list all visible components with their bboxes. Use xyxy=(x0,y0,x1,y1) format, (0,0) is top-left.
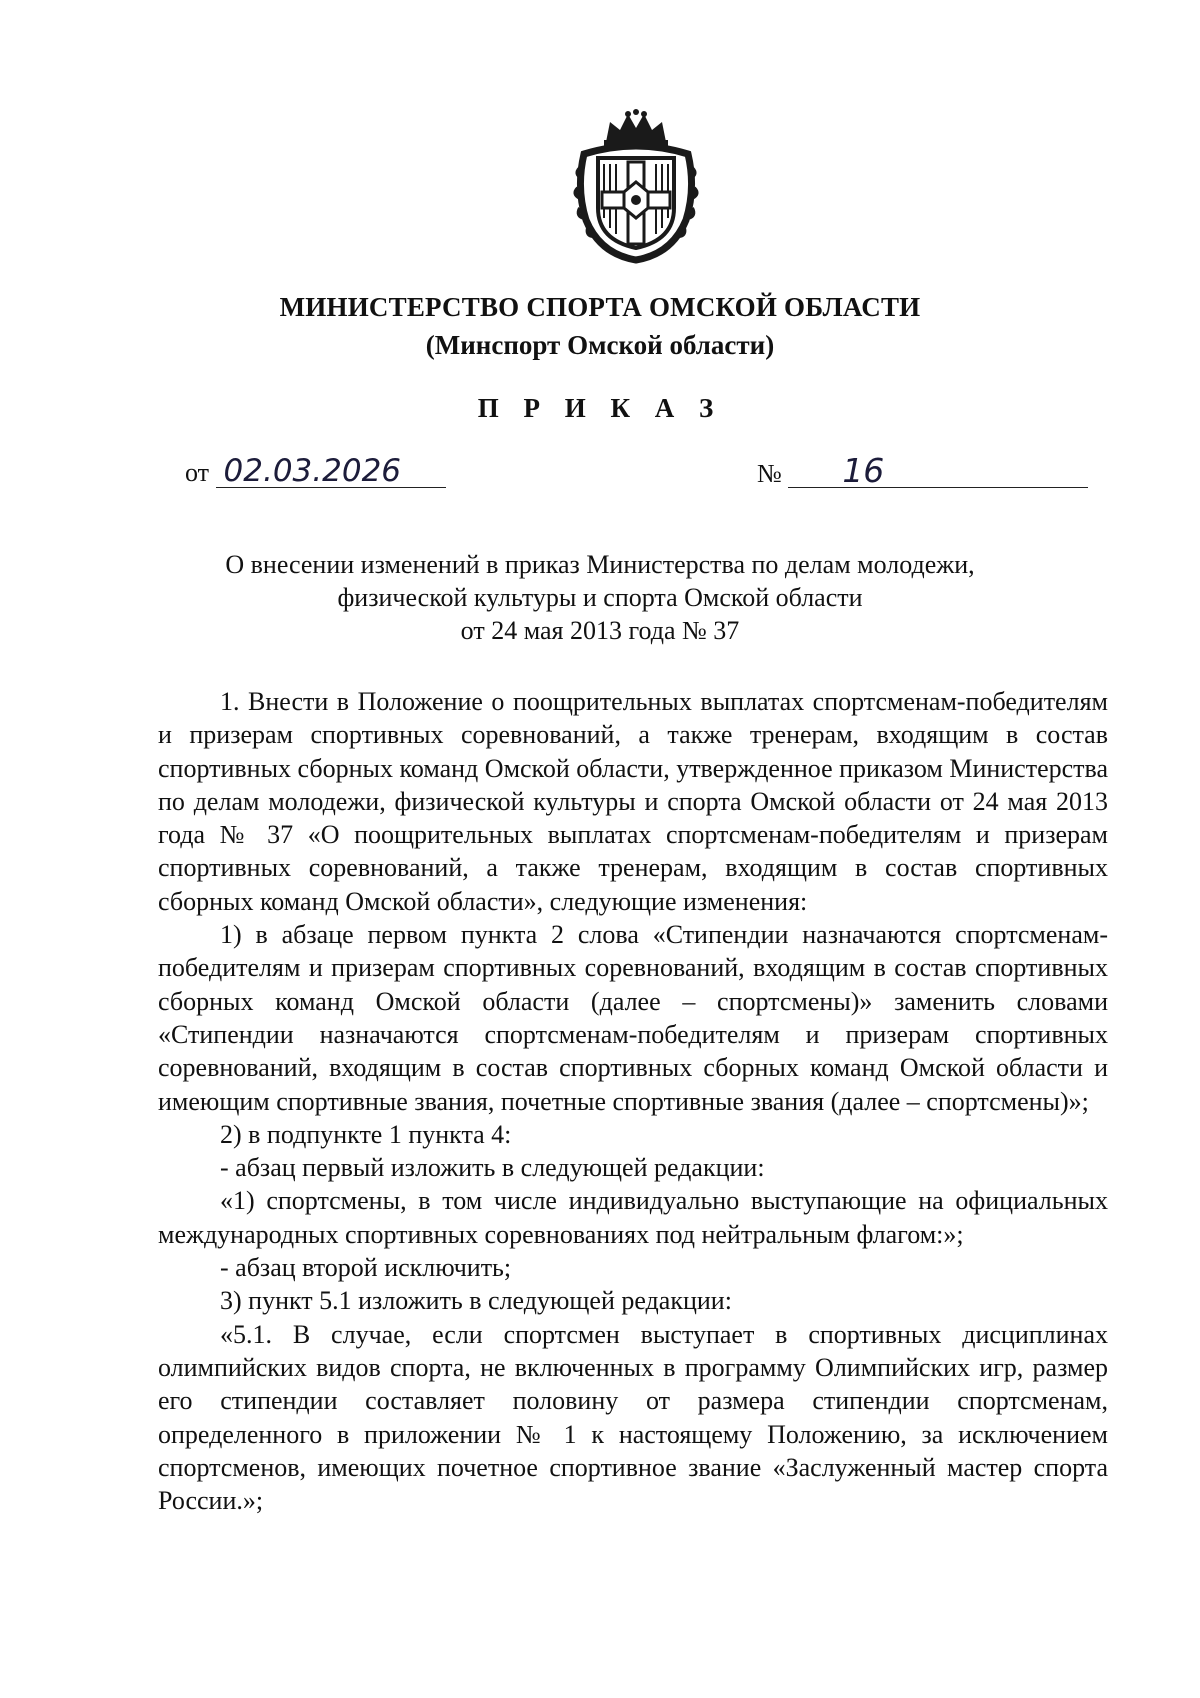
order-subject xyxy=(0,548,1200,647)
order-number-handwritten: 16 xyxy=(788,455,1088,488)
number-prefix: № xyxy=(757,459,782,488)
body-paragraph: 2) в подпункте 1 пункта 4: xyxy=(220,1119,512,1149)
body-paragraph: 1) в абзаце первом пункта 2 слова «Стипендии назначаются спортсменам-победителям и призерам спортивных соревнований, входящим в состав спортивных сборных команд Омской области (далее – спортсмены)» заменить словами «Стипендии назначаются спортсменам-победителям и призерам спортивных соревнований, входящим в состав спортивных сборных команд Омской области и имеющим спортивные звания, почетные спортивные звания (далее – спортсмены)»; xyxy=(158,920,1108,1116)
order-body xyxy=(158,685,1108,1517)
order-date-handwritten: 02.03.2026 xyxy=(216,455,446,488)
body-paragraph: - абзац первый изложить в следующей редакции: xyxy=(220,1153,765,1183)
document-type: П Р И К А З xyxy=(477,393,723,423)
order-date-row xyxy=(185,455,446,488)
body-paragraph: «1) спортсмены, в том числе индивидуально выступающие на официальных международных спортивных соревнованиях под нейтральным флагом:»; xyxy=(158,1186,1108,1249)
subject-line: от 24 мая 2013 года № 37 xyxy=(460,616,740,645)
subject-line: физической культуры и спорта Омской области xyxy=(337,583,863,612)
ministry-short-name: (Минспорт Омской области) xyxy=(425,330,775,360)
date-prefix: от xyxy=(185,458,210,487)
body-paragraph: 1. Внести в Положение о поощрительных выплатах спортсменам-победителям и призерам спортивных соревнований, а также тренерам, входящим в состав спортивных сборных команд Омской области, утвержденное приказом Министерства по делам молодежи, физической культуры и спорта Омской области от 24 мая 2013 года № 37 «О поощрительных выплатах спортсменам-победителям и призерам спортивных соревнований, а также тренерам, входящим в состав спортивных сборных команд Омской области», следующие изменения: xyxy=(158,687,1109,916)
coat-of-arms-emblem xyxy=(570,108,702,264)
body-paragraph: 3) пункт 5.1 изложить в следующей редакции: xyxy=(220,1286,732,1316)
ministry-name: МИНИСТЕРСТВО СПОРТА ОМСКОЙ ОБЛАСТИ xyxy=(279,292,921,322)
order-number-row xyxy=(757,451,1088,490)
subject-line: О внесении изменений в приказ Министерства по делам молодежи, xyxy=(225,550,975,579)
body-paragraph: «5.1. В случае, если спортсмен выступает в спортивных дисциплинах олимпийских видов спорта, не включенных в программу Олимпийских игр, размер его стипендии составляет половину от размера стипендии спортсменам, определенного в приложении № 1 к настоящему Положению, за исключением спортсменов, имеющих почетное спортивное звание «Заслуженный мастер спорта России.»; xyxy=(158,1319,1108,1516)
body-paragraph: - абзац второй исключить; xyxy=(220,1253,512,1283)
